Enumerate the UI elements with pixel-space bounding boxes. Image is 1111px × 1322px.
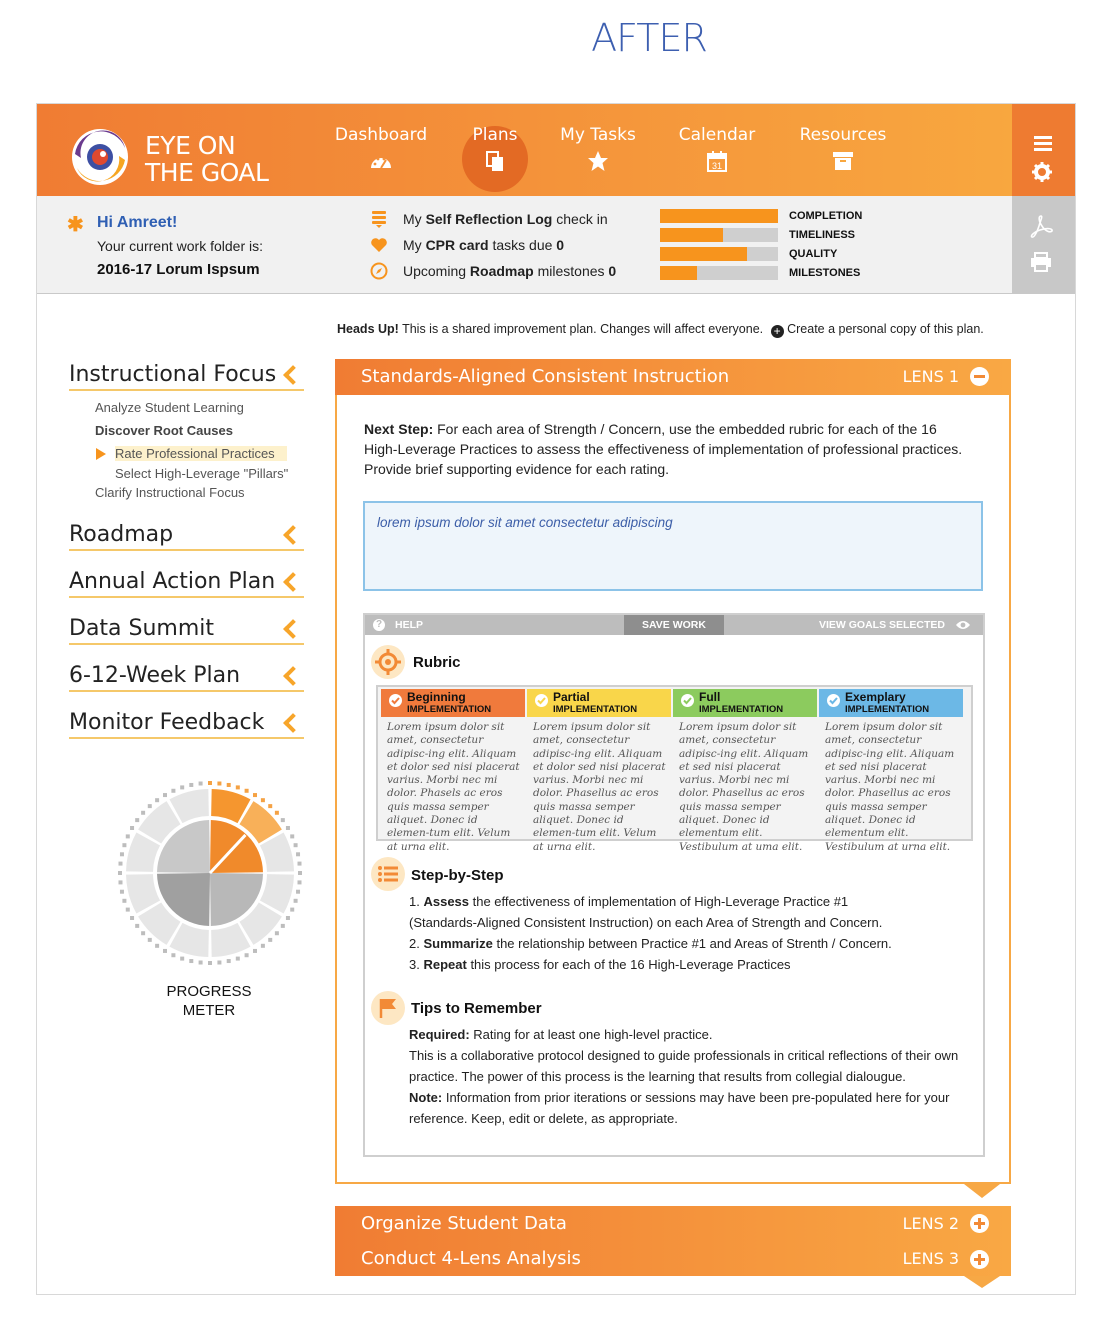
calendar-icon — [706, 150, 728, 172]
meter-tick — [180, 785, 184, 789]
check-circle-icon — [681, 694, 694, 707]
metrics-panel — [660, 209, 900, 285]
flag-icon — [371, 991, 405, 1025]
nav-label: My Tasks — [560, 125, 636, 145]
rubric-level-sub: IMPLEMENTATION — [407, 704, 492, 715]
meter-tick — [199, 961, 203, 965]
meter-tick — [180, 957, 184, 961]
check-circle-icon — [389, 694, 402, 707]
chevron-left-icon[interactable] — [283, 666, 303, 686]
step-verb: Summarize — [423, 936, 493, 951]
rubric-target-icon — [371, 645, 405, 679]
rubric-level-sub: IMPLEMENTATION — [845, 704, 930, 715]
step-text: (Standards-Aligned Consistent Instruction) on each Area of Strength and Concern. — [409, 915, 883, 930]
meter-tick — [199, 781, 203, 785]
flag-icon-wrap — [371, 991, 405, 1025]
chevron-left-icon[interactable] — [283, 572, 303, 592]
add-circle-icon: + — [771, 325, 784, 338]
expand-icon[interactable] — [970, 1250, 989, 1269]
meter-tick — [290, 908, 294, 912]
meter-tick — [268, 804, 272, 808]
metric-bar — [660, 209, 778, 223]
sidebar-section-title: Annual Action Plan — [69, 569, 276, 594]
meter-tick — [275, 811, 279, 815]
lens-2-header[interactable] — [335, 1206, 1011, 1242]
meter-tick — [126, 834, 130, 838]
notice-pre: Upcoming — [403, 263, 470, 279]
notice-count: 0 — [556, 237, 565, 253]
meter-tick — [298, 880, 302, 884]
tips-title: Tips to Remember — [411, 1000, 542, 1017]
calendar-day: 31 — [711, 161, 723, 171]
nav-calendar[interactable] — [662, 124, 772, 172]
sidebar-section[interactable] — [69, 710, 304, 739]
meter-tick — [135, 818, 139, 822]
meter-tick — [135, 924, 139, 928]
rubric-header — [381, 689, 525, 717]
sidebar-substep[interactable] — [95, 400, 244, 415]
pdf-icon[interactable] — [1028, 214, 1054, 238]
notice-count: 0 — [608, 263, 617, 279]
meter-tick — [171, 953, 175, 957]
step-item — [409, 891, 969, 912]
sidebar-section[interactable] — [69, 616, 304, 645]
page-title: AFTER — [591, 16, 707, 60]
substep-label: Clarify Instructional Focus — [95, 485, 245, 500]
metric-bar-fill — [660, 209, 778, 223]
collapse-icon[interactable] — [970, 367, 989, 386]
metric-row — [660, 266, 900, 285]
lens-2-title: Organize Student Data — [361, 1213, 567, 1234]
meter-tick — [189, 959, 193, 963]
metric-label: TIMELINESS — [789, 229, 856, 241]
menu-icon[interactable] — [1034, 136, 1052, 150]
notice-row[interactable] — [370, 262, 640, 288]
meter-tick — [208, 961, 212, 965]
save-work-button[interactable]: SAVE WORK — [624, 615, 724, 635]
lens-3-title: Conduct 4-Lens Analysis — [361, 1248, 581, 1269]
step-item — [409, 912, 969, 933]
metric-bar — [660, 247, 778, 261]
meter-tick — [298, 862, 302, 866]
sidebar-section-title: Monitor Feedback — [69, 710, 265, 735]
greeting-text: Hi Amreet! — [97, 214, 178, 231]
eye-logo-icon — [67, 124, 133, 190]
compass-icon — [370, 262, 388, 284]
meter-tick — [286, 916, 290, 920]
meter-tick — [261, 798, 265, 802]
metric-bar-fill — [660, 228, 723, 242]
meter-tick — [148, 938, 152, 942]
notice-post: tasks due — [488, 237, 557, 253]
step-item — [409, 933, 969, 954]
meter-tick — [141, 811, 145, 815]
heart-icon — [370, 236, 388, 258]
tip-label: Note: — [409, 1090, 443, 1105]
meter-tick — [148, 804, 152, 808]
meter-tick — [253, 793, 257, 797]
meter-tick — [141, 931, 145, 935]
progress-label-line-2: METER — [182, 1002, 236, 1019]
nav-label: Dashboard — [334, 125, 428, 145]
rubric-level-sub: IMPLEMENTATION — [553, 704, 638, 715]
sidebar-substep[interactable] — [95, 423, 233, 438]
notice-bold: CPR card — [425, 237, 489, 253]
step-verb: Repeat — [423, 957, 467, 972]
step-number: 2. — [409, 936, 424, 951]
meter-tick — [261, 944, 265, 948]
check-circle-icon — [535, 694, 548, 707]
gear-icon[interactable] — [1032, 162, 1052, 182]
rubric-description: Lorem ipsum dolor sit amet, consectetur adipisc-ing elit. Aliquam et sed nisi placerat varius. Morbi nec mi dolor. Phasellus ac eros quis massa semper aliquet. Donec id elementum elit. Vestibulum at urna elit. — [825, 721, 955, 853]
tip-item — [409, 1045, 979, 1066]
notice-row[interactable] — [370, 210, 640, 236]
meter-tick — [120, 890, 124, 894]
list-icon-wrap — [371, 857, 405, 891]
meter-tick — [294, 843, 298, 847]
rubric-level-name: Partial — [553, 690, 590, 704]
create-copy-link[interactable]: Create a personal copy of this plan. — [787, 322, 984, 336]
meter-tick — [290, 834, 294, 838]
step-text: this process for each of the 16 High-Leverage Practices — [466, 957, 791, 972]
tip-text: This is a collaborative protocol designed to guide professionals in critical reflections of their own — [409, 1048, 959, 1063]
list-icon — [371, 857, 405, 891]
chevron-left-icon[interactable] — [283, 713, 303, 733]
meter-tick — [217, 781, 221, 785]
meter-tick — [118, 880, 122, 884]
eye-icon[interactable] — [955, 619, 971, 631]
meter-tick — [296, 890, 300, 894]
metric-label: MILESTONES — [789, 267, 861, 279]
rubric-header — [819, 689, 963, 717]
meter-tick — [171, 789, 175, 793]
app-window — [36, 103, 1076, 1295]
rubric-level-name: Full — [699, 690, 721, 704]
meter-tick — [118, 871, 122, 875]
header-side-panel — [1012, 104, 1076, 196]
gauge-icon — [370, 150, 392, 172]
meter-tick — [155, 798, 159, 802]
step-number: 1. — [409, 894, 424, 909]
nav-my-tasks[interactable] — [543, 124, 653, 172]
sidebar-section-title: Instructional Focus — [69, 362, 277, 387]
help-button[interactable]: HELP — [395, 619, 424, 631]
meter-tick — [298, 871, 302, 875]
lens-1-header[interactable] — [335, 359, 1011, 395]
meter-tick — [294, 899, 298, 903]
lens-1-pointer — [964, 1184, 1000, 1198]
sidebar-section-title: Data Summit — [69, 616, 215, 641]
metric-bar — [660, 266, 778, 280]
lens-1-number: LENS 1 — [902, 367, 959, 386]
metric-row — [660, 247, 900, 266]
meter-tick — [245, 953, 249, 957]
rubric-level-name: Beginning — [407, 690, 466, 704]
star-icon — [587, 150, 609, 172]
print-icon[interactable] — [1030, 252, 1052, 272]
meter-tick — [208, 781, 212, 785]
metric-row — [660, 209, 900, 228]
lens-1-title: Standards-Aligned Consistent Instruction — [361, 366, 730, 387]
step-number: 3. — [409, 957, 424, 972]
step-text: the relationship between Practice #1 and Areas of Strenth / Concern. — [492, 936, 892, 951]
substep-label: Select High-Leverage "Pillars" — [115, 466, 289, 481]
progress-label-line-1: PROGRESS — [166, 983, 252, 1000]
notice-pre: My — [403, 237, 426, 253]
help-toolbar — [365, 615, 983, 635]
substep-label: Analyze Student Learning — [95, 400, 244, 415]
heads-up-text: This is a shared improvement plan. Changes will affect everyone. — [398, 322, 764, 336]
tip-item — [409, 1108, 979, 1129]
notice-bold: Self Reflection Log — [425, 211, 553, 227]
meter-tick — [236, 957, 240, 961]
metric-bar-fill — [660, 247, 747, 261]
meter-tick — [122, 899, 126, 903]
tip-text: Information from prior iterations or sessions may have been pre-populated here for your — [442, 1090, 950, 1105]
progress-meter-label — [129, 982, 289, 1020]
rubric-column[interactable] — [673, 689, 817, 854]
app-logo-text — [145, 132, 268, 186]
rubric-column[interactable] — [527, 689, 671, 854]
evidence-textarea[interactable]: lorem ipsum dolor sit amet consectetur adipiscing — [363, 501, 983, 591]
meter-tick — [253, 949, 257, 953]
meter-tick — [217, 961, 221, 965]
sidebar-substep[interactable] — [115, 446, 287, 461]
meter-tick — [122, 843, 126, 847]
folder-name[interactable]: 2016-17 Lorum Ispsum — [97, 261, 260, 278]
sidebar-section[interactable] — [69, 522, 304, 551]
rubric-description: Lorem ipsum dolor sit amet, consectetur adipisc-ing elit. Aliquam et dolor sed nisi placerat varius. Morbi nec mi dolor. Phasellus ac eros quis massa semper aliquet. Donec id elemen-tum elit. Velum at urna elit. — [533, 721, 666, 853]
folder-label: Your current work folder is: — [97, 238, 263, 254]
meter-tick — [227, 959, 231, 963]
heads-up-banner — [337, 322, 984, 338]
chevron-left-icon[interactable] — [283, 619, 303, 639]
meter-tick — [281, 818, 285, 822]
metric-label: QUALITY — [789, 248, 838, 260]
tip-item — [409, 1024, 979, 1045]
meter-tick — [189, 783, 193, 787]
substep-label: Rate Professional Practices — [115, 446, 275, 461]
tip-text: reference. Keep, edit or delete, as appropriate. — [409, 1111, 678, 1126]
meter-tick — [275, 931, 279, 935]
tip-label: Required: — [409, 1027, 470, 1042]
help-box — [363, 613, 985, 1157]
meter-tick — [245, 789, 249, 793]
log-icon — [370, 210, 388, 232]
sidebar-substep[interactable] — [115, 466, 288, 481]
rubric-column[interactable] — [381, 689, 525, 854]
meter-tick — [286, 826, 290, 830]
notice-post: milestones — [533, 263, 609, 279]
logo-line-2: THE GOAL — [145, 158, 269, 187]
tips-list — [409, 1024, 979, 1129]
meter-tick — [155, 944, 159, 948]
sidebar-section[interactable] — [69, 362, 304, 391]
next-step-label: Next Step: — [364, 421, 434, 437]
meter-tick — [227, 783, 231, 787]
heads-up-label: Heads Up! — [337, 322, 399, 336]
chevron-left-icon[interactable] — [283, 365, 303, 385]
meter-tick — [296, 852, 300, 856]
notice-bold: Roadmap — [469, 263, 534, 279]
sidebar-section[interactable] — [69, 569, 304, 598]
lens-3-header[interactable] — [335, 1242, 1011, 1276]
metric-row — [660, 228, 900, 247]
meter-tick — [130, 916, 134, 920]
expand-icon[interactable] — [970, 1214, 989, 1233]
step-item — [409, 954, 969, 975]
meter-tick — [120, 852, 124, 856]
meter-tick — [118, 862, 122, 866]
view-goals-button[interactable]: VIEW GOALS SELECTED — [818, 619, 945, 631]
rubric-level-name: Exemplary — [845, 690, 906, 704]
meter-tick — [163, 949, 167, 953]
lens-3-number: LENS 3 — [902, 1249, 959, 1268]
tip-item — [409, 1087, 979, 1108]
rubric-title: Rubric — [413, 654, 461, 671]
meter-tick — [130, 826, 134, 830]
meter-tick — [236, 785, 240, 789]
help-icon[interactable]: ? — [373, 619, 385, 631]
meter-tick — [268, 938, 272, 942]
nav-plans[interactable] — [440, 124, 550, 172]
sidebar-substep[interactable] — [95, 485, 245, 500]
nav-dashboard[interactable] — [326, 124, 436, 172]
check-circle-icon — [827, 694, 840, 707]
sidebar-section-title: Roadmap — [69, 522, 174, 547]
current-step-arrow-icon — [96, 448, 106, 460]
tip-item — [409, 1066, 979, 1087]
rubric-header — [527, 689, 671, 717]
progress-meter — [115, 778, 305, 968]
rubric-table — [376, 685, 973, 853]
nav-label: Calendar — [678, 125, 756, 145]
tip-text: Rating for at least one high-level practice. — [469, 1027, 713, 1042]
steps-title: Step-by-Step — [411, 867, 504, 884]
step-text: the effectiveness of implementation of High-Leverage Practice #1 — [469, 894, 849, 909]
lens-2-number: LENS 2 — [902, 1214, 959, 1233]
metric-bar-fill — [660, 266, 697, 280]
substep-label: Discover Root Causes — [95, 423, 233, 438]
sidebar-section[interactable] — [69, 663, 304, 692]
status-side-panel — [1012, 196, 1076, 294]
meter-tick — [281, 924, 285, 928]
logo-line-1: EYE ON — [145, 131, 236, 160]
metric-bar — [660, 228, 778, 242]
notice-pre: My — [403, 211, 426, 227]
meter-tick — [126, 908, 130, 912]
nav-label: Plans — [472, 125, 518, 145]
asterisk-icon: ✱ — [67, 214, 84, 236]
nav-resources[interactable] — [788, 124, 898, 172]
next-step-body: For each area of Strength / Concern, use the embedded rubric for each of the 16 High-Leverage Practices to assess the effectiveness of implementation of professional practices. Provide brief supporting evidence for each rating. — [364, 421, 963, 477]
step-verb: Assess — [423, 894, 470, 909]
lens-3-pointer — [964, 1276, 1000, 1288]
next-step-text — [364, 419, 974, 479]
sidebar-section-title: 6-12-Week Plan — [69, 663, 241, 688]
rubric-description: Lorem ipsum dolor sit amet, consectetur adipisc-ing elit. Aliquam et sed nisi placerat varius. Morbi nec mi dolor. Phasellus ac eros quis massa semper aliquet. Donec id elementum elit. Vestibulum at uma elit. — [679, 721, 809, 853]
meter-tick — [163, 793, 167, 797]
tip-text: practice. The power of this process is the learning that results from collegial dialougue. — [409, 1069, 906, 1084]
notice-row[interactable] — [370, 236, 640, 262]
lens-1-panel — [335, 359, 1011, 1184]
notice-post: check in — [552, 211, 608, 227]
rubric-description: Lorem ipsum dolor sit amet, consectetur adipisc-ing elit. Aliquam et dolor sed nisi placerat varius. Morbi nec mi dolor. Phasels ac eros quis massa semper aliquet. Donec id elemen-tum elit. Velum at urna elit. — [387, 721, 520, 853]
metric-label: COMPLETION — [789, 210, 863, 222]
rubric-header — [673, 689, 817, 717]
steps-list — [409, 891, 969, 975]
chevron-left-icon[interactable] — [283, 525, 303, 545]
rubric-level-sub: IMPLEMENTATION — [699, 704, 784, 715]
notices-list — [370, 210, 640, 288]
nav-label: Resources — [799, 125, 887, 145]
rubric-column[interactable] — [819, 689, 963, 854]
archive-icon — [832, 150, 854, 172]
documents-icon — [484, 150, 506, 172]
